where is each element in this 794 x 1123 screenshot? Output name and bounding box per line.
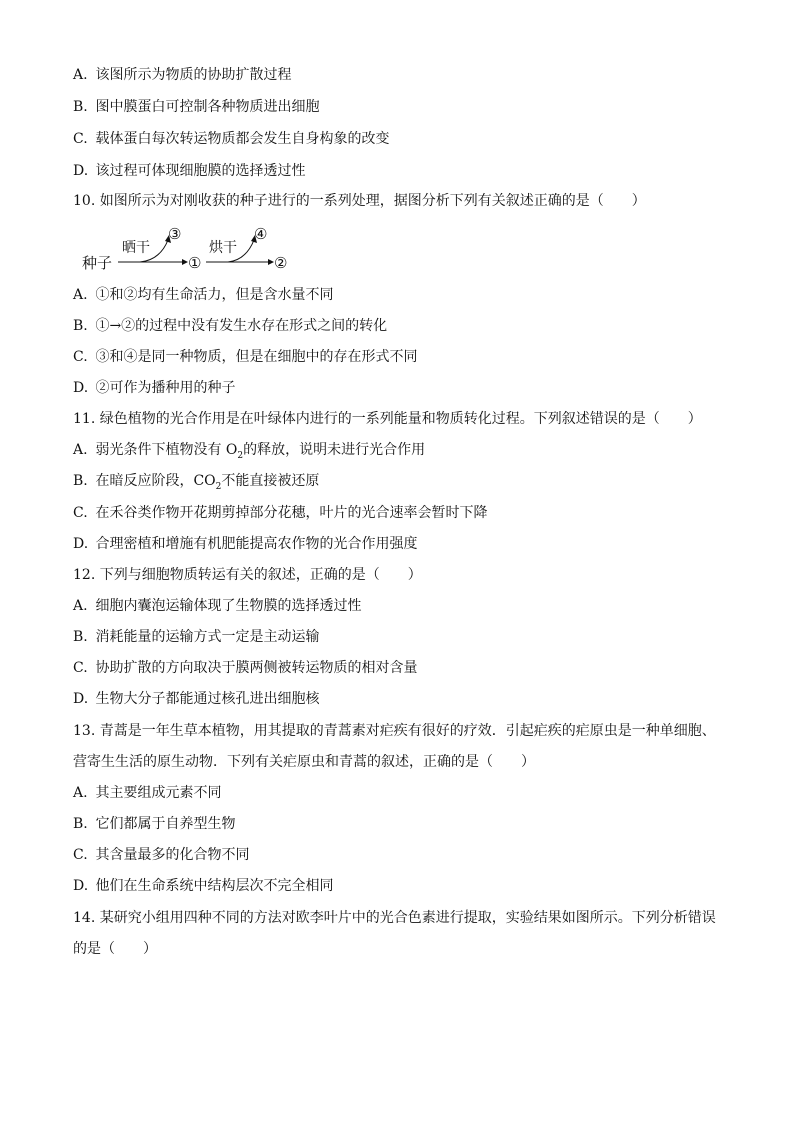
option-label: A. [73,785,88,801]
q13-option-c [73,846,249,864]
subscript: 2 [237,450,244,461]
q12-option-c [73,659,417,677]
option-label: B. [73,816,88,832]
option-label: C. [73,131,88,147]
q13-option-b [73,815,235,833]
option-text: 生物大分子都能通过核孔进出细胞核 [95,691,320,707]
diagram-node-2: ② [274,254,288,272]
option-label: C. [73,505,88,521]
q10-option-b [73,317,387,335]
option-text: ②可作为播种用的种子 [95,380,236,396]
q13-option-d [73,877,333,895]
q9-option-d [73,162,305,180]
q12-stem: 12. 下列与细胞物质转运有关的叙述，正确的是（ ） [73,567,422,583]
diagram-node-4: ④ [254,225,268,243]
q12-option-d [73,690,319,708]
q13-stem-line2: 营寄生生活的原生动物．下列有关疟原虫和青蒿的叙述，正确的是（ ） [73,754,535,770]
option-label: D. [73,536,89,552]
option-text: ①→②的过程中没有发生水存在形式之间的转化 [95,318,388,334]
q9-option-b [73,98,319,116]
q13-option-a [73,784,221,802]
subscript: 2 [215,481,222,492]
option-text: 其含量最多的化合物不同 [95,847,250,863]
q12-option-b [73,628,319,646]
q13-stem-line1: 13. 青蒿是一年生草本植物，用其提取的青蒿素对疟疾有很好的疗效．引起疟疾的疟原虫是一种单细胞、 [73,723,716,739]
q11-stem: 11. 绿色植物的光合作用是在叶绿体内进行的一系列能量和物质转化过程。下列叙述错误的是（ ） [73,411,702,427]
option-label: A. [73,442,88,458]
option-text-pre: 在暗反应阶段，CO [95,473,216,489]
option-text: 在禾谷类作物开花期剪掉部分花穗，叶片的光合速率会暂时下降 [95,505,488,521]
option-text: 细胞内囊泡运输体现了生物膜的选择透过性 [95,598,362,614]
option-text: 消耗能量的运输方式一定是主动运输 [95,629,320,645]
diagram-node-3: ③ [168,225,182,243]
diagram-node-1: ① [188,254,202,272]
option-label: B. [73,99,88,115]
diagram-seed-label: 种子 [82,254,113,272]
option-text: 载体蛋白每次转运物质都会发生自身构象的改变 [95,131,390,147]
option-text: 合理密植和增施有机肥能提高农作物的光合作用强度 [95,536,418,552]
option-text-post: 不能直接被还原 [221,473,320,489]
q14-stem-line1: 14. 某研究小组用四种不同的方法对欧李叶片中的光合色素进行提取，实验结果如图所示。下列分析错误 [73,910,716,926]
q9-option-a [73,66,291,84]
option-text: ③和④是同一种物质，但是在细胞中的存在形式不同 [95,349,418,365]
q11-option-d [73,535,417,553]
q10-option-a [73,286,333,304]
diagram-step1-label: 晒干 [122,240,150,256]
option-label: C. [73,349,88,365]
option-text-pre: 弱光条件下植物没有 O [95,442,238,458]
q10-option-d [73,379,235,397]
option-label: B. [73,318,88,334]
option-text: ①和②均有生命活力，但是含水量不同 [95,287,334,303]
option-label: B. [73,473,88,489]
q11-option-b [73,472,319,490]
option-label: C. [73,847,88,863]
q10-option-c [73,348,417,366]
option-text: 该图所示为物质的协助扩散过程 [95,67,292,83]
option-text: 他们在生命系统中结构层次不完全相同 [95,878,334,894]
option-text: 它们都属于自养型生物 [95,816,236,832]
option-label: A. [73,67,88,83]
option-text: 该过程可体现细胞膜的选择透过性 [95,163,306,179]
option-label: D. [73,380,89,396]
option-label: D. [73,878,89,894]
option-label: D. [73,163,89,179]
option-text: 协助扩散的方向取决于膜两侧被转运物质的相对含量 [95,660,418,676]
option-label: C. [73,660,88,676]
option-label: D. [73,691,89,707]
q11-option-a [73,441,425,459]
q12-option-a [73,597,361,615]
q10-stem: 10. 如图所示为对刚收获的种子进行的一系列处理，据图分析下列有关叙述正确的是（ ） [73,193,646,209]
option-text-post: 的释放，说明未进行光合作用 [243,442,426,458]
seed-processing-diagram [82,224,312,276]
option-label: A. [73,598,88,614]
q9-option-c [73,130,389,148]
q11-option-c [73,504,487,522]
option-text: 图中膜蛋白可控制各种物质进出细胞 [95,99,320,115]
q14-stem-line2: 的是（ ） [73,941,157,957]
option-label: A. [73,287,88,303]
option-text: 其主要组成元素不同 [95,785,222,801]
diagram-step2-label: 烘干 [209,240,237,256]
option-label: B. [73,629,88,645]
